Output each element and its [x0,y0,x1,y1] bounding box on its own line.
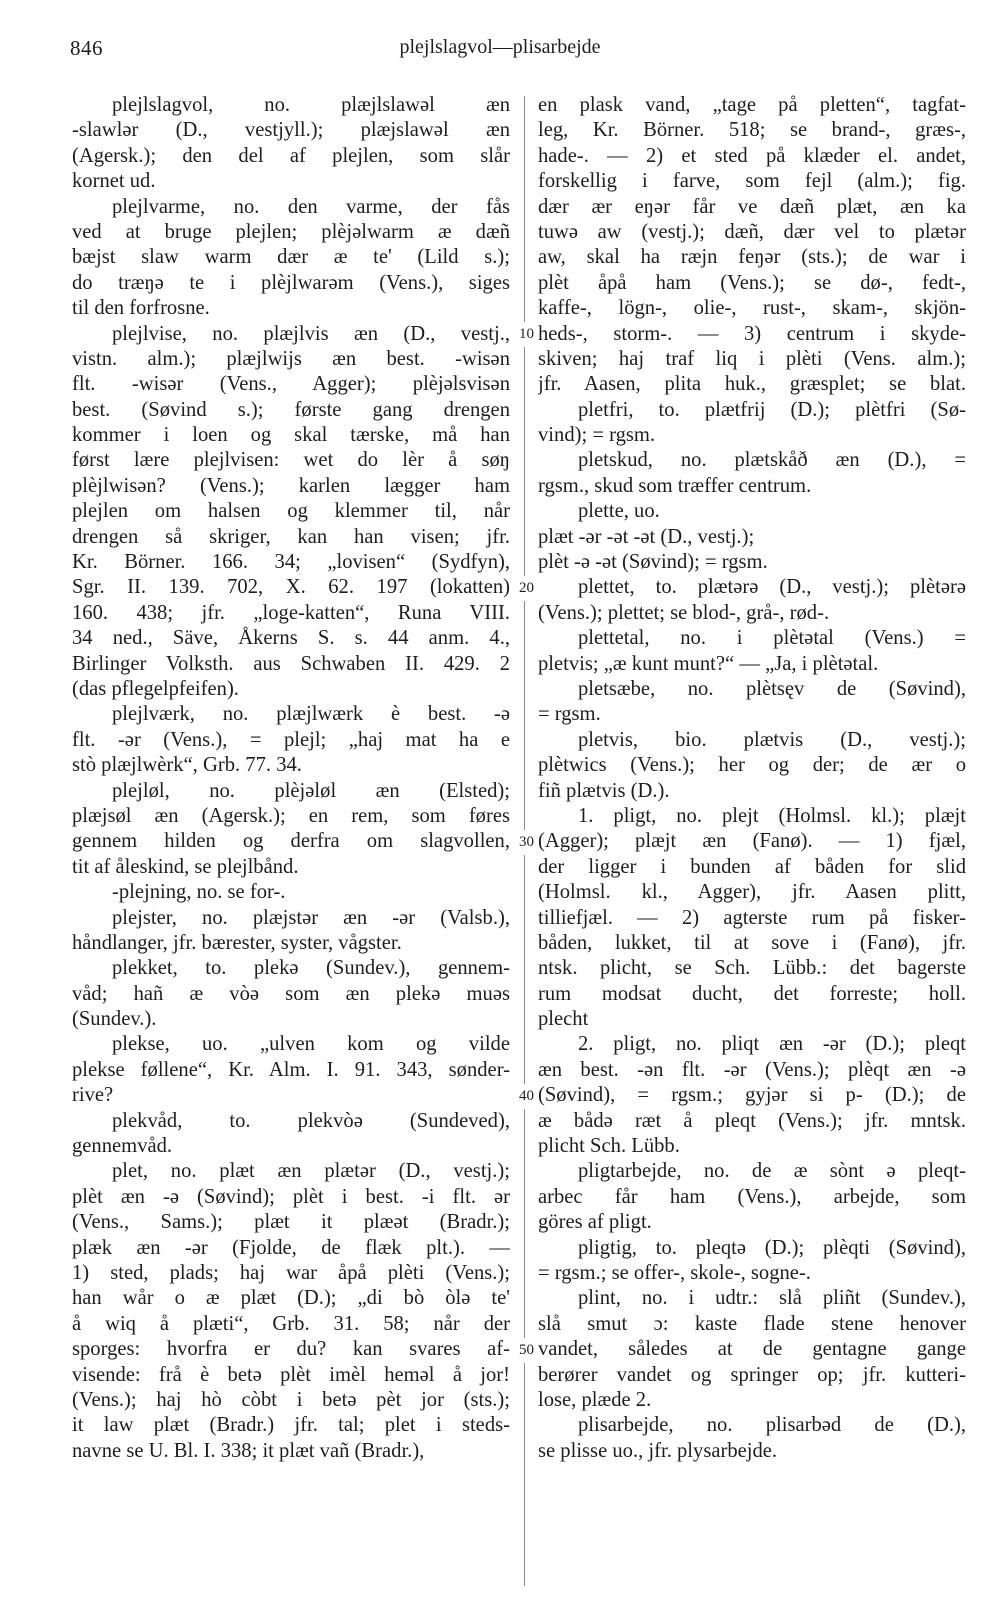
left-text-line: plet, no. plæt æn plætər (D., vestj.); [112,1160,510,1183]
left-text-line: kommer i loen og skal tærske, må han [72,424,510,447]
left-text-line: 160. 438; jfr. „loge-katten“, Runa VIII. [72,601,510,624]
right-text-line: berører vandet og springer op; jfr. kutteri- [538,1363,966,1386]
left-text-line: plejster, no. plæjstər æn -ər (Valsb.), [112,906,510,929]
left-text-line: plæjsøl æn (Agersk.); en rem, som føres [72,804,510,827]
left-text-line: (das pflegelpfeifen). [72,677,239,700]
right-text-line: = rgsm.; se offer-, skole-, sogne-. [538,1261,811,1284]
left-text-line: bæjst slaw warm dær æ te' (Lild s.); [72,246,510,269]
left-column [72,93,510,1464]
left-text-line: (Vens., Sams.); plæt it plæət (Bradr.); [72,1211,510,1234]
left-text-line: først lære plejlvisen: wet do lèr å søŋ [72,449,510,472]
right-text-line: kaffe-, lögn-, olie-, rust-, skam-, skjön- [538,297,966,320]
left-text-line: plejlværk, no. plæjlwærk è best. -ə [112,703,510,726]
right-text-line: (Agger); plæjt æn (Fanø). — 1) fjæl, [538,830,966,853]
left-text-line: Sgr. II. 139. 702, X. 62. 197 (lokatten) [72,576,510,599]
left-text-line: kornet ud. [72,170,156,193]
left-text-line: håndlanger, jfr. bærester, syster, vågster. [72,931,402,954]
right-text-line: lose, plæde 2. [538,1388,652,1411]
right-text-line: pletfri, to. plætfrij (D.); plètfri (Sø- [578,398,966,421]
left-text-line: plekvåd, to. plekvòə (Sundeved), [112,1109,510,1132]
right-text-line: æ bådə ræt å pleqt (Vens.); jfr. mntsk. [538,1109,966,1132]
right-text-line: göres af pligt. [538,1211,652,1234]
left-text-line: it law plæt (Bradr.) jfr. tal; plet i steds- [72,1414,510,1437]
right-text-line: 1. pligt, no. plejt (Holmsl. kl.); plæjt [578,804,966,827]
right-text-line: (Søvind), = rgsm.; gyjər si p- (D.); de [538,1084,966,1107]
page-number: 846 [70,36,103,60]
left-text-line: han wår o æ plæt (D.); „di bò òlə te' [72,1287,510,1310]
right-text-line: (Holmsl. kl., Agger), jfr. Aasen plitt, [538,881,966,904]
left-text-line: 1) sted, plads; haj war åpå plèti (Vens.); [72,1261,510,1284]
left-text-line: flt. -ər (Vens.), = plejl; „haj mat ha e [72,728,510,751]
left-text-line: -slawlər (D., vestjyll.); plæjslawəl æn [72,119,510,142]
left-text-line: navne se U. Bl. I. 338; it plæt vañ (Bradr.), [72,1439,425,1462]
right-text-line: plètwics (Vens.); her og der; de ær o [538,754,966,777]
right-text-line: se plisse uo., jfr. plysarbejde. [538,1439,778,1462]
line-number: 30 [518,830,535,855]
left-text-line: gennem hilden og derfra om slagvollen, [72,830,510,853]
running-head: plejlslagvol—plisarbejde [399,36,601,58]
right-text-line: der ligger i bunden af båden for slid [538,855,966,878]
left-text-line: plèt æn -ə (Søvind); plèt i best. -i flt. ər [72,1185,510,1208]
left-text-line: plejlvise, no. plæjlvis æn (D., vestj., [112,322,510,345]
left-text-line: plèjlwisən? (Vens.); karlen lægger ham [72,474,510,497]
right-text-line: plettetal, no. i plètətal (Vens.) = [578,627,966,650]
left-text-line: tit af åleskind, se plejlbånd. [72,855,299,878]
left-text-line: gennemvåd. [72,1135,173,1158]
right-text-line: plicht Sch. Lübb. [538,1135,680,1158]
line-number: 50 [518,1338,535,1363]
right-text-line: plettet, to. plætərə (D., vestj.); plètərə [578,576,966,599]
left-text-line: do træŋə te i plèjlwarəm (Vens.), siges [72,271,510,294]
left-text-line: plekse føllene“, Kr. Alm. I. 91. 343, sønder- [72,1058,510,1081]
right-text-line: rgsm., skud som træffer centrum. [538,474,812,497]
right-text-line: plecht [538,1008,589,1031]
right-text-line: plæt -ər -ət -ət (D., vestj.); [538,525,755,548]
line-number: 10 [518,322,535,347]
right-text-line: pletvis, bio. plætvis (D., vestj.); [578,728,966,751]
right-text-line: vandet, således at de gentagne gange [538,1338,966,1361]
right-text-line: tilliefjæl. — 2) agterste rum på fisker- [538,906,966,929]
right-text-line: = rgsm. [538,703,601,726]
left-text-line: 34 ned., Säve, Åkerns S. s. 44 anm. 4., [72,627,510,650]
line-number: 20 [518,576,535,601]
left-text-line: flt. -wisər (Vens., Agger); plèjəlsvisən [72,373,510,396]
left-text-line: plekse, uo. „ulven kom og vilde [112,1033,510,1056]
right-text-line: slå smut ɔ: kaste flade stene henover [538,1312,966,1335]
right-text-line: fiñ plætvis (D.). [538,779,670,802]
right-text-line: båden, lukket, til at sove i (Fanø), jfr. [538,931,966,954]
left-text-line: (Agersk.); den del af plejlen, som slår [72,144,510,167]
right-text-line: dær ær eŋər får ve dæñ plæt, æn ka [538,195,966,218]
right-text-line: (Vens.); plettet; se blod-, grå-, rød-. [538,601,830,624]
left-text-line: plæk æn -ər (Fjolde, de flæk plt.). — [72,1236,510,1259]
right-text-line: pletsæbe, no. plètsęv de (Søvind), [578,677,966,700]
left-text-line: (Sundev.). [72,1008,157,1031]
right-text-line: æn best. -ən flt. -ər (Vens.); plèqt æn -ə [538,1058,966,1081]
right-text-line: arbec får ham (Vens.), arbejde, som [538,1185,966,1208]
left-text-line: best. (Søvind s.); første gang drengen [72,398,510,421]
left-text-line: å wiq å plæti“, Grb. 31. 58; når der [72,1312,510,1335]
right-text-line: plint, no. i udtr.: slå pliñt (Sundev.), [578,1287,966,1310]
left-text-line: Kr. Börner. 166. 34; „lovisen“ (Sydfyn), [72,551,510,574]
right-text-line: hade-. — 2) et sted på klæder el. andet, [538,144,966,167]
left-text-line: Birlinger Volksth. aus Schwaben II. 429. 2 [72,652,510,675]
right-text-line: skiven; haj traf liq i plèti (Vens. alm.); [538,347,966,370]
right-text-line: 2. pligt, no. pliqt æn -ər (D.); pleqt [578,1033,966,1056]
right-text-line: vind); = rgsm. [538,424,656,447]
left-text-line: til den forfrosne. [72,297,210,320]
right-text-line: tuwə aw (vestj.); dæñ, dær vel to plætər [538,220,966,243]
right-text-line: plèt -ə -ət (Søvind); = rgsm. [538,551,768,574]
right-text-line: pligtarbejde, no. de æ sònt ə pleqt- [578,1160,966,1183]
left-text-line: (Vens.); haj hò còbt i betə pèt jor (sts.); [72,1388,510,1411]
right-text-line: heds-, storm-. — 3) centrum i skyde- [538,322,966,345]
right-text-line: rum modsat ducht, det forreste; holl. [538,982,966,1005]
right-text-line: pligtig, to. pleqtə (D.); plèqti (Søvind), [578,1236,966,1259]
left-text-line: plekket, to. plekə (Sundev.), gennem- [112,957,510,980]
left-text-line: plejløl, no. plèjəløl æn (Elsted); [112,779,510,802]
left-text-line: plejlslagvol, no. plæjlslawəl æn [112,94,510,116]
left-text-line: plejlvarme, no. den varme, der fås [112,195,510,218]
left-text-line: plejlen om halsen og klemmer til, når [72,500,510,523]
left-text-line: sporges: hvorfra er du? kan svares af- [72,1338,510,1361]
right-column [538,93,966,1464]
right-text-line: plèt åpå ham (Vens.); se dø-, fedt-, [538,271,966,294]
left-text-line: visende: frå è betə plèt imèl heməl å jor! [72,1363,510,1386]
line-number: 40 [518,1084,535,1109]
left-text-line: -plejning, no. se for-. [112,881,286,904]
left-text-line: rive? [72,1084,114,1107]
right-text-line: aw, skal ha ræjn feŋər (sts.); de war i [538,246,966,269]
right-text-line: ntsk. plicht, se Sch. Lübb.: det bagerste [538,957,966,980]
right-text-line: pletvis; „æ kunt munt?“ — „Ja, i plètətal. [538,652,879,675]
left-text-line: ved at bruge plejlen; plèjəlwarm æ dæñ [72,220,510,243]
right-text-line: leg, Kr. Börner. 518; se brand-, græs-, [538,119,966,142]
right-text-line: en plask vand, „tage på pletten“, tagfat- [538,94,966,116]
right-text-line: forskellig i farve, som fejl (alm.); fig. [538,170,966,193]
left-text-line: våd; hañ æ vòə som æn plekə muəs [72,982,510,1005]
right-text-line: pletskud, no. plætskåð æn (D.), = [578,449,966,472]
left-text-line: stò plæjlwèrk“, Grb. 77. 34. [72,754,302,777]
right-text-line: jfr. Aasen, plita huk., græsplet; se blat. [538,373,966,396]
right-text-line: plette, uo. [578,500,660,523]
left-text-line: vistn. alm.); plæjlwijs æn best. -wisən [72,347,510,370]
right-text-line: plisarbejde, no. plisarbəd de (D.), [578,1414,966,1437]
left-text-line: drengen så skriger, kan han visen; jfr. [72,525,510,548]
